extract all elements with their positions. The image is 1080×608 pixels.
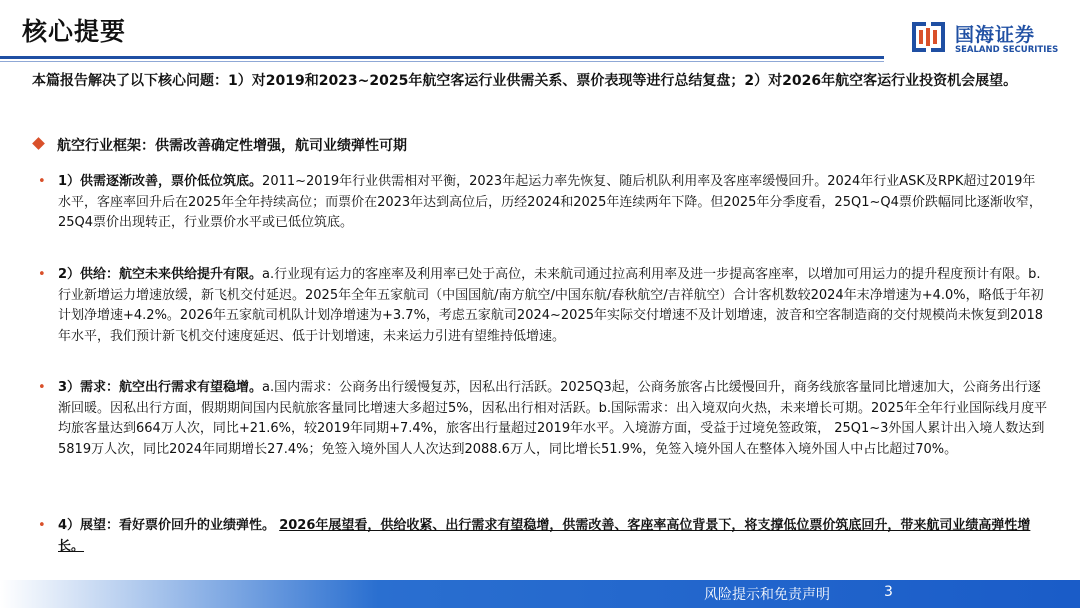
header-divider [0, 56, 884, 59]
bullet-item-outlook [38, 516, 1048, 557]
diamond-bullet-icon [32, 137, 45, 150]
section-heading [34, 136, 407, 156]
intro-paragraph: 本篇报告解决了以下核心问题：1）对2019和2023~2025年航空客运行业供需关系、票价表现等进行总结复盘；2）对2026年航空客运行业投资机会展望。 [32, 73, 1018, 89]
bullet-heading: 2）供给：航空未来供给提升有限。 [58, 267, 263, 282]
bullet-body: a.行业现有运力的客座率及利用率已处于高位，未来航司通过拉高利用率及进一步提高客座率，以增加可用运力的提升程度预计有限。b.行业新增运力增速放缓，新飞机交付延迟。2025年全年五家航司（中国国航/南方航空/中国东航/春秋航空/吉祥航空）合计客机数较2024年末净增速为+4.0%，略低于年初计划净增速+4.2%。2026年五家航司机队计划净增速为+3.7%，考虑五家航司2024~2025年实际交付增速不及计划增速，波音和空客制造商的交付规模尚未恢复到2018年水平，我们预计新飞机交付速度延迟、低于计划增速，未来运力引进有望维持低增速。 [58, 267, 1044, 344]
bullet-heading: 1）供需逐渐改善，票价低位筑底。 [58, 174, 263, 189]
section-title: 航空行业框架：供需改善确定性增强，航司业绩弹性可期 [57, 138, 407, 154]
bullet-dot-icon: • [38, 518, 46, 533]
header-divider-thin [0, 61, 884, 62]
page-title: 核心提要 [22, 17, 127, 46]
bullet-body-underlined: 2026年展望看，供给收紧、出行需求有望稳增，供需改善、客座率高位背景下，将支撑低位票价筑底回升，带来航司业绩高弹性增长。 [58, 518, 1031, 554]
bullet-dot-icon: • [38, 267, 46, 282]
bullet-heading: 3）需求：航空出行需求有望稳增。 [58, 380, 263, 395]
footer-bar [0, 580, 1080, 608]
bullet-dot-icon: • [38, 174, 46, 189]
page-number: 3 [884, 584, 893, 600]
company-logo [910, 18, 1070, 60]
bullet-heading: 4）展望：看好票价回升的业绩弹性。 [58, 518, 276, 533]
bullet-body: 2011~2019年行业供需相对平衡，2023年起运力率先恢复、随后机队利用率及客座率缓慢回升。2024年行业ASK及RPK超过2019年水平，客座率回升后在2025年全年持续高位；而票价在2023年达到高位后，历经2024和2025年连续两年下降。但2025年分季度看，25Q1~Q4票价跌幅同比逐渐收窄，25Q4票价出现转正，行业票价水平或已低位筑底。 [58, 174, 1042, 231]
bullet-item-supply [38, 265, 1048, 347]
bullet-body: a.国内需求：公商务出行缓慢复苏，因私出行活跃。2025Q3起，公商务旅客占比缓慢回升，商务线旅客量同比增速加大，公商务出行逐渐回暖。因私出行方面，假期期间国内民航旅客量同比增速大多超过5%，因私出行相对活跃。b.国际需求：出入境双向火热，未来增长可期。2025年全年行业国际线月度平均旅客量达到664万人次，同比+21.6%，较2019年同期+7.4%，旅客出行量超过2019年水平。入境游方面，受益于过境免签政策， 25Q1~3外国人累计出入境人数达到5819万人次，同比2024年同期增长27.4%；免签入境外国人人次达到2088.6万人，同比增长51.9%，免签入境外国人在整体入境外国人中占比超过70%。 [58, 380, 1048, 457]
bullet-item-supply-demand [38, 172, 1048, 234]
disclaimer-link[interactable]: 风险提示和免责声明 [704, 587, 830, 603]
logo-english-name: SEALAND SECURITIES [955, 45, 1059, 55]
bullet-item-demand [38, 378, 1048, 460]
sealand-logo-icon [910, 18, 948, 58]
logo-chinese-name: 国海证券 [955, 24, 1036, 46]
bullet-dot-icon: • [38, 380, 46, 395]
